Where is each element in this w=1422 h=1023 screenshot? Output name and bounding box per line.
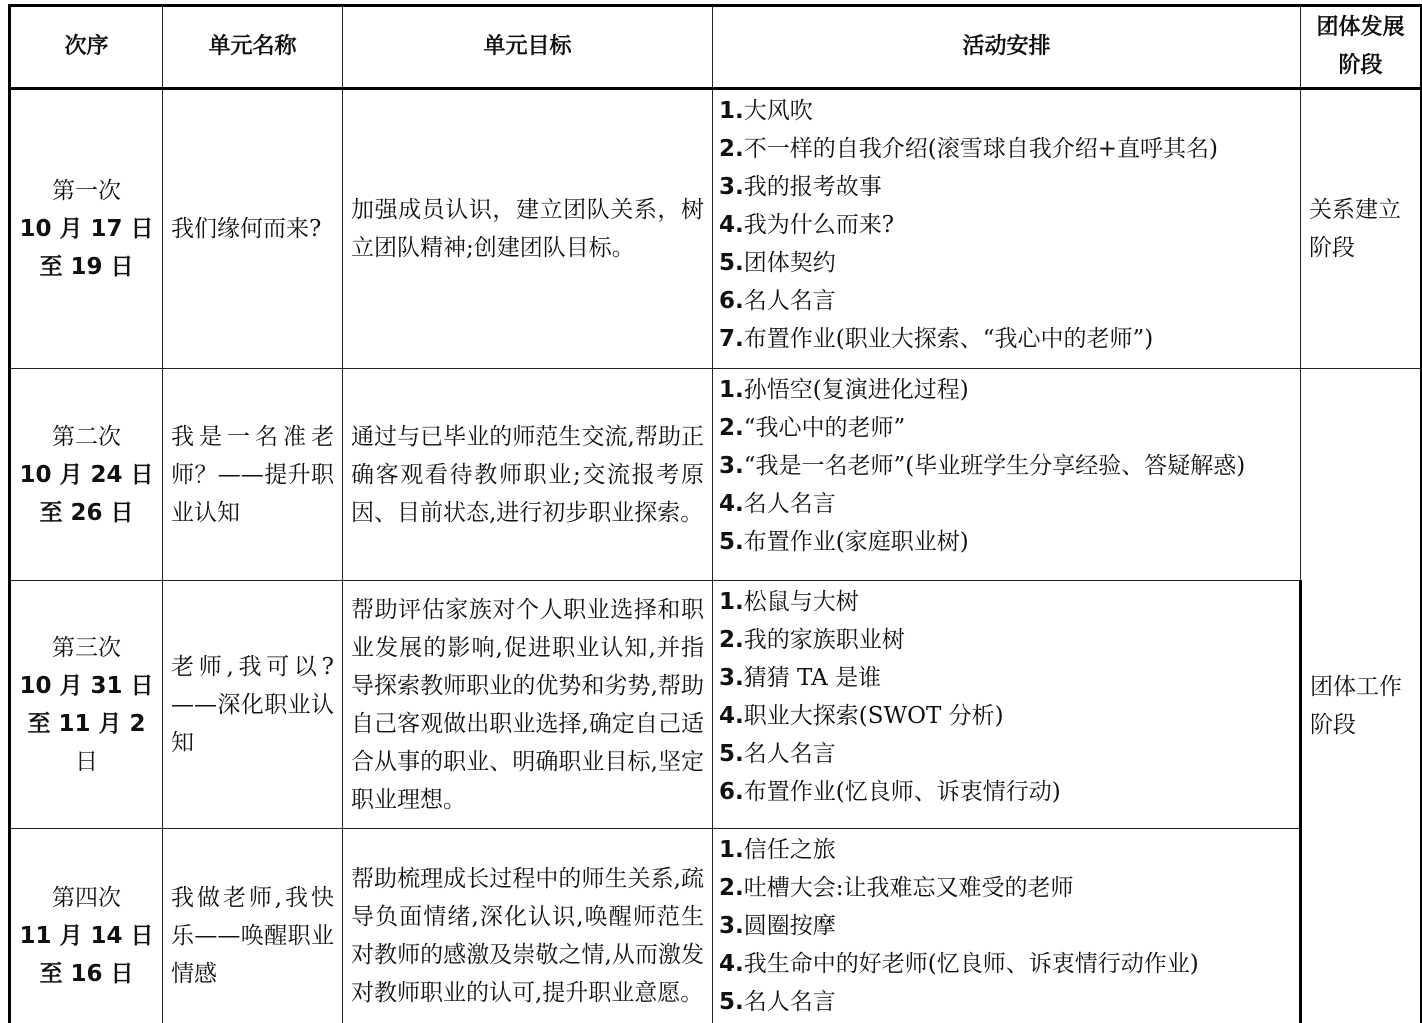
unit-goal: 帮助梳理成长过程中的师生关系,疏导负面情绪,深化认识,唤醒师范生对教师的感激及崇敬之情,从而激发对教师职业的认可,提升职业意愿。 bbox=[343, 829, 713, 1023]
activity-index: 5. bbox=[719, 741, 744, 767]
session-order-cell bbox=[10, 581, 163, 829]
list-item bbox=[719, 168, 1294, 206]
group-counseling-plan-table bbox=[8, 4, 1422, 1023]
list-item bbox=[719, 831, 1293, 869]
list-item bbox=[719, 697, 1293, 735]
activity-index: 5. bbox=[719, 529, 744, 555]
session-date-line1: 10 月 24 日 bbox=[19, 461, 154, 488]
activity-text: “我是一名老师”(毕业班学生分享经验、答疑解惑) bbox=[743, 453, 1246, 479]
unit-name: 老师,我可以?——深化职业认知 bbox=[163, 581, 343, 829]
list-item bbox=[719, 945, 1293, 983]
activity-list bbox=[719, 831, 1293, 1021]
list-item bbox=[719, 320, 1294, 358]
unit-goal: 加强成员认识，建立团队关系，树立团队精神;创建团队目标。 bbox=[343, 89, 713, 369]
activity-index: 1. bbox=[719, 589, 744, 615]
activity-index: 5. bbox=[719, 250, 744, 276]
list-item bbox=[719, 447, 1294, 485]
session-order: 第二次 bbox=[52, 423, 121, 450]
header-stage-line1: 团体发展 bbox=[1316, 15, 1405, 40]
activity-text: 名人名言 bbox=[743, 491, 836, 517]
list-item bbox=[719, 735, 1293, 773]
activity-text: 信任之旅 bbox=[743, 837, 836, 863]
activity-text: 不一样的自我介绍(滚雪球自我介绍+直呼其名) bbox=[743, 136, 1218, 162]
activity-index: 4. bbox=[719, 951, 744, 977]
activity-list-cell bbox=[713, 369, 1301, 581]
activity-index: 5. bbox=[719, 989, 744, 1015]
activity-index: 2. bbox=[719, 875, 744, 901]
list-item bbox=[719, 983, 1293, 1021]
activity-text: 大风吹 bbox=[743, 98, 813, 124]
header-unit-goal: 单元目标 bbox=[343, 6, 713, 89]
activity-index: 3. bbox=[719, 913, 744, 939]
list-item bbox=[719, 206, 1294, 244]
session-date-line2: 至 16 日 bbox=[39, 961, 134, 987]
list-item bbox=[719, 92, 1294, 130]
table-row bbox=[10, 89, 1422, 369]
activity-index: 3. bbox=[719, 453, 744, 479]
stage-relationship-building: 关系建立阶段 bbox=[1301, 89, 1422, 369]
header-stage-line2: 阶段 bbox=[1338, 53, 1383, 78]
unit-name: 我做老师,我快乐——唤醒职业情感 bbox=[163, 829, 343, 1023]
activity-text: 圆圈按摩 bbox=[743, 913, 836, 939]
activity-index: 4. bbox=[719, 703, 744, 729]
activity-index: 6. bbox=[719, 779, 744, 805]
header-unit-name: 单元名称 bbox=[163, 6, 343, 89]
activity-text: 我的报考故事 bbox=[743, 174, 882, 200]
list-item bbox=[719, 371, 1294, 409]
unit-name: 我们缘何而来? bbox=[163, 89, 343, 369]
unit-goal: 通过与已毕业的师范生交流,帮助正确客观看待教师职业;交流报考原因、目前状态,进行初步职业探索。 bbox=[343, 369, 713, 581]
activity-index: 1. bbox=[719, 98, 744, 124]
session-order: 第四次 bbox=[52, 885, 121, 911]
activity-index: 1. bbox=[719, 377, 744, 403]
activity-list bbox=[719, 371, 1294, 561]
session-order: 第一次 bbox=[52, 178, 121, 204]
session-date-line1: 10 月 17 日 bbox=[19, 216, 154, 242]
unit-name: 我是一名准老师？——提升职业认知 bbox=[163, 369, 343, 581]
table-row bbox=[10, 369, 1422, 581]
unit-goal: 帮助评估家族对个人职业选择和职业发展的影响,促进职业认知,并指导探索教师职业的优势和劣势,帮助自己客观做出职业选择,确定自己适合从事的职业、明确职业目标,坚定职业理想。 bbox=[343, 581, 713, 829]
activity-list bbox=[719, 583, 1293, 811]
activity-text: 名人名言 bbox=[743, 288, 836, 314]
session-order-cell bbox=[10, 369, 163, 581]
activity-index: 3. bbox=[719, 665, 744, 691]
list-item bbox=[719, 869, 1293, 907]
activity-index: 2. bbox=[719, 627, 744, 653]
activity-text: 团体契约 bbox=[743, 250, 836, 276]
activity-index: 3. bbox=[719, 174, 744, 200]
session-order: 第三次 bbox=[52, 634, 121, 661]
session-order-cell bbox=[10, 89, 163, 369]
table-row bbox=[10, 829, 1422, 1023]
table-row bbox=[10, 581, 1422, 829]
activity-list-cell bbox=[713, 829, 1301, 1023]
activity-index: 4. bbox=[719, 212, 744, 238]
activity-text: 孙悟空(复演进化过程) bbox=[743, 377, 969, 403]
activity-index: 7. bbox=[719, 326, 744, 352]
activity-index: 2. bbox=[719, 415, 744, 441]
activity-text: 布置作业(忆良师、诉衷情行动) bbox=[743, 779, 1061, 805]
activity-list bbox=[719, 92, 1294, 358]
list-item bbox=[719, 130, 1294, 168]
activity-text: 布置作业(家庭职业树) bbox=[743, 529, 969, 555]
activity-text: 布置作业(职业大探索、“我心中的老师”) bbox=[743, 326, 1154, 352]
session-date-line1: 10 月 31 日 bbox=[19, 672, 154, 699]
list-item bbox=[719, 621, 1293, 659]
activity-text: 名人名言 bbox=[743, 741, 836, 767]
activity-text: 职业大探索(SWOT 分析) bbox=[743, 703, 1004, 729]
list-item bbox=[719, 907, 1293, 945]
activity-list-cell bbox=[713, 581, 1301, 829]
activity-text: 我为什么而来? bbox=[743, 212, 895, 238]
header-order: 次序 bbox=[10, 6, 163, 89]
list-item bbox=[719, 244, 1294, 282]
activity-text: 吐槽大会:让我难忘又难受的老师 bbox=[743, 875, 1074, 901]
activity-text: 我生命中的好老师(忆良师、诉衷情行动作业) bbox=[743, 951, 1199, 977]
list-item bbox=[719, 773, 1293, 811]
activity-text: 猜猜 TA 是谁 bbox=[743, 665, 882, 691]
session-date-line2: 至 11 月 2 bbox=[27, 710, 146, 737]
session-date-line1: 11 月 14 日 bbox=[19, 923, 154, 949]
list-item bbox=[719, 523, 1294, 561]
activity-index: 4. bbox=[719, 491, 744, 517]
stage-group-working: 团体工作阶段 bbox=[1301, 369, 1422, 1023]
list-item bbox=[719, 659, 1293, 697]
session-order-cell bbox=[10, 829, 163, 1023]
header-activities: 活动安排 bbox=[713, 6, 1301, 89]
activity-index: 1. bbox=[719, 837, 744, 863]
activity-index: 2. bbox=[719, 136, 744, 162]
activity-list-cell bbox=[713, 89, 1301, 369]
table-header-row bbox=[10, 6, 1422, 89]
session-date-line3: 日 bbox=[75, 748, 98, 775]
activity-text: 松鼠与大树 bbox=[743, 589, 859, 615]
list-item bbox=[719, 282, 1294, 320]
activity-index: 6. bbox=[719, 288, 744, 314]
session-date-line2: 至 26 日 bbox=[39, 499, 134, 526]
activity-text: 我的家族职业树 bbox=[743, 627, 905, 653]
list-item bbox=[719, 409, 1294, 447]
list-item bbox=[719, 485, 1294, 523]
session-date-line2: 至 19 日 bbox=[39, 254, 134, 280]
header-stage bbox=[1301, 6, 1422, 89]
activity-text: 名人名言 bbox=[743, 989, 836, 1015]
activity-text: “我心中的老师” bbox=[743, 415, 906, 441]
list-item bbox=[719, 583, 1293, 621]
